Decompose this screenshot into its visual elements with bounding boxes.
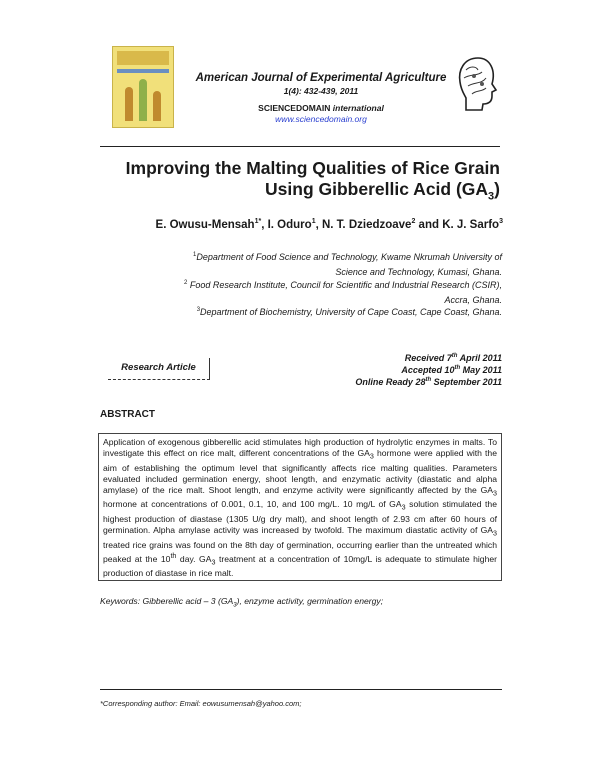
affiliation-text: Department of Food Science and Technology, Kwame Nkrumah University of	[196, 252, 502, 262]
author-affil-sup: 1*	[254, 218, 262, 225]
affiliation-sup: 1	[193, 252, 197, 258]
abstract-sub: 3	[211, 558, 216, 567]
date-sup: th	[454, 365, 461, 371]
keywords-text: ), enzyme activity, germination energy;	[236, 596, 384, 606]
date-text: May 2011	[460, 365, 502, 375]
author-list	[90, 218, 503, 231]
publisher-website-link[interactable]: www.sciencedomain.org	[275, 114, 367, 124]
author-separator: ,	[261, 218, 268, 231]
paper-title	[90, 158, 500, 208]
date-sup: th	[451, 353, 458, 359]
footnote-divider	[100, 689, 502, 690]
abstract-body	[98, 433, 502, 581]
affiliation-text: Department of Biochemistry, University of Cape Coast, Cape Coast, Ghana.	[200, 307, 502, 317]
affiliation-sup: 3	[196, 307, 201, 313]
abstract-sub: 3	[493, 529, 497, 538]
date-text: Online Ready 28	[355, 377, 426, 387]
author-separator: and	[415, 218, 443, 231]
publisher-name	[176, 103, 466, 113]
author-name: E. Owusu-Mensah	[155, 218, 255, 231]
author-name: K. J. Sarfo	[442, 218, 500, 231]
date-sup: th	[425, 377, 432, 383]
date-text: Accepted 10	[401, 365, 455, 375]
affiliation-line	[140, 276, 502, 293]
keywords	[100, 596, 383, 609]
author-affil-sup: 2	[411, 218, 416, 225]
author-name: I. Oduro	[267, 218, 312, 231]
title-ga-sub: 3	[488, 190, 495, 203]
abstract-text: treatment at a concentration of 10mg/L is adequate to stimulate higher production of diastase in rice malt.	[103, 553, 498, 579]
publisher-suffix: international	[330, 103, 384, 113]
abstract-heading: ABSTRACT	[100, 409, 155, 420]
journal-volume: 1(4): 432-439, 2011	[283, 86, 359, 96]
corresponding-author-footnote: *Corresponding author: Email: eowusumensah@yahoo.com;	[100, 699, 302, 708]
title-line-2	[90, 179, 500, 208]
abstract-text: solution stimulated the highest production of diastase (1305 U/g dry malt), and shoot length of 2.93 cm after 60 hours of germination. Alpha amylase activity was increased by twofold. The maximum diastatic activity of GA	[103, 499, 497, 536]
title-line-1: Improving the Malting Qualities of Rice Grain	[125, 158, 500, 178]
abstract-text: day. GA	[176, 553, 212, 564]
author-affil-sup: 3	[499, 218, 503, 225]
author-separator: ,	[315, 218, 322, 231]
affiliation-line: Accra, Ghana.	[444, 295, 502, 305]
abstract-sup: th	[170, 551, 177, 560]
title-line-2-suffix: )	[494, 179, 500, 199]
keywords-sub: 3	[233, 602, 237, 609]
keywords-text: Keywords: Gibberellic acid – 3 (GA	[100, 596, 234, 606]
article-type-badge: Research Article	[108, 358, 210, 380]
abstract-text: hormone were applied with the aim of establishing the optimum level that significantly affects rice malting qualities. Parameters evaluated included germination energy, shoot length, and enzymatic activity (diastatic and alpha amylase) of the rice malt. Shoot length, and enzyme activity were significantly affected by the GA	[103, 448, 497, 495]
affiliation-sup: 2	[184, 280, 188, 286]
abstract-text: hormone at concentrations of 0.001, 0.1, 10, and 100 mg/L. 10 mg/L of GA	[103, 499, 402, 510]
affiliation-line	[140, 303, 502, 320]
affiliation-line	[140, 248, 502, 265]
journal-title: American Journal of Experimental Agriculture	[195, 72, 447, 84]
abstract-sub: 3	[401, 504, 406, 513]
abstract-text: Application of exogenous gibberellic acid stimulates high production of hydrolytic enzymes in malts. To investigate this effect on rice malt, different concentrations of the GA	[103, 437, 497, 458]
affiliation-text: Food Research Institute, Council for Scientific and Industrial Research (CSIR),	[187, 280, 502, 290]
journal-cover-image	[112, 46, 174, 128]
title-line-2-prefix: Using Gibberellic Acid (GA	[265, 179, 489, 199]
abstract-sub: 3	[493, 489, 497, 498]
author-affil-sup: 1	[311, 218, 316, 225]
affiliation-3	[140, 303, 502, 320]
date-text: Received 7	[404, 353, 452, 363]
abstract-sub: 3	[369, 452, 374, 461]
online-date	[260, 374, 502, 389]
date-text: April 2011	[457, 353, 502, 363]
abstract-text: treated rice grains was found on the 8th day of germination, occurring earlier than the untreated which peaked at the 10	[103, 539, 497, 564]
publisher-main: SCIENCEDOMAIN	[258, 103, 331, 113]
date-text: September 2011	[431, 377, 502, 387]
author-name: N. T. Dziedzoave	[321, 218, 412, 231]
header-divider	[100, 146, 500, 147]
affiliation-line: Science and Technology, Kumasi, Ghana.	[335, 267, 502, 277]
publisher-logo-head-icon	[452, 52, 504, 116]
